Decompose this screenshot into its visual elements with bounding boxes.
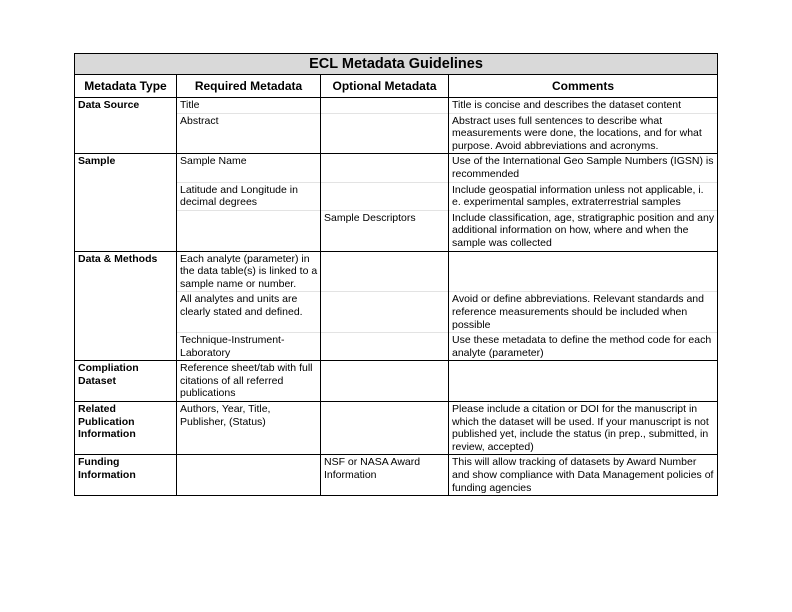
- optional-metadata-cell: [321, 182, 449, 210]
- required-metadata-cell: Each analyte (parameter) in the data table(s) is linked to a sample name or number.: [177, 251, 321, 292]
- required-metadata-cell: Authors, Year, Title, Publisher, (Status): [177, 402, 321, 455]
- column-header-metadata-type: Metadata Type: [75, 75, 177, 98]
- table-title: ECL Metadata Guidelines: [75, 54, 718, 75]
- optional-metadata-cell: [321, 361, 449, 402]
- optional-metadata-cell: [321, 292, 449, 333]
- table-row: [75, 455, 718, 496]
- optional-metadata-cell: [321, 251, 449, 292]
- optional-metadata-cell: [321, 98, 449, 114]
- metadata-type-cell: Related Publication Information: [75, 402, 177, 455]
- title-row: [75, 54, 718, 75]
- optional-metadata-cell: [321, 402, 449, 455]
- metadata-type-cell: Compliation Dataset: [75, 361, 177, 402]
- table-row: [75, 251, 718, 292]
- comments-metadata-cell: Abstract uses full sentences to describe what measurements were done, the locations, and for what purpose. Avoid abbreviations and acronyms.: [449, 113, 718, 154]
- required-metadata-cell: Technique-Instrument-Laboratory: [177, 333, 321, 361]
- comments-metadata-cell: Use these metadata to define the method code for each analyte (parameter): [449, 333, 718, 361]
- table-row: [75, 361, 718, 402]
- optional-metadata-cell: Sample Descriptors: [321, 210, 449, 251]
- comments-metadata-cell: Include classification, age, stratigraphic position and any additional information on how, where and when the sample was collected: [449, 210, 718, 251]
- required-metadata-cell: All analytes and units are clearly stated and defined.: [177, 292, 321, 333]
- header-row: [75, 75, 718, 98]
- required-metadata-cell: [177, 455, 321, 496]
- metadata-type-cell: Funding Information: [75, 455, 177, 496]
- optional-metadata-cell: [321, 154, 449, 182]
- metadata-guidelines-table: [74, 53, 718, 496]
- comments-metadata-cell: Use of the International Geo Sample Numbers (IGSN) is recommended: [449, 154, 718, 182]
- table-row: [75, 98, 718, 114]
- required-metadata-cell: Abstract: [177, 113, 321, 154]
- comments-metadata-cell: [449, 251, 718, 292]
- column-header-optional-metadata: Optional Metadata: [321, 75, 449, 98]
- comments-metadata-cell: Include geospatial information unless not applicable, i. e. experimental samples, extraterrestrial samples: [449, 182, 718, 210]
- optional-metadata-cell: [321, 333, 449, 361]
- column-header-required-metadata: Required Metadata: [177, 75, 321, 98]
- comments-metadata-cell: This will allow tracking of datasets by Award Number and show compliance with Data Management policies of funding agencies: [449, 455, 718, 496]
- required-metadata-cell: [177, 210, 321, 251]
- table-row: [75, 154, 718, 182]
- table-body: [75, 98, 718, 496]
- metadata-type-cell: Data & Methods: [75, 251, 177, 361]
- comments-metadata-cell: Title is concise and describes the dataset content: [449, 98, 718, 114]
- optional-metadata-cell: [321, 113, 449, 154]
- comments-metadata-cell: Please include a citation or DOI for the manuscript in which the dataset will be used. If your manuscript is not published yet, include the status (in prep., submitted, in review, accepted): [449, 402, 718, 455]
- required-metadata-cell: Reference sheet/tab with full citations of all referred publications: [177, 361, 321, 402]
- required-metadata-cell: Sample Name: [177, 154, 321, 182]
- metadata-type-cell: Sample: [75, 154, 177, 251]
- metadata-type-cell: Data Source: [75, 98, 177, 154]
- required-metadata-cell: Latitude and Longitude in decimal degrees: [177, 182, 321, 210]
- comments-metadata-cell: [449, 361, 718, 402]
- table-row: [75, 402, 718, 455]
- comments-metadata-cell: Avoid or define abbreviations. Relevant standards and reference measurements should be included when possible: [449, 292, 718, 333]
- required-metadata-cell: Title: [177, 98, 321, 114]
- optional-metadata-cell: NSF or NASA Award Information: [321, 455, 449, 496]
- column-header-comments: Comments: [449, 75, 718, 98]
